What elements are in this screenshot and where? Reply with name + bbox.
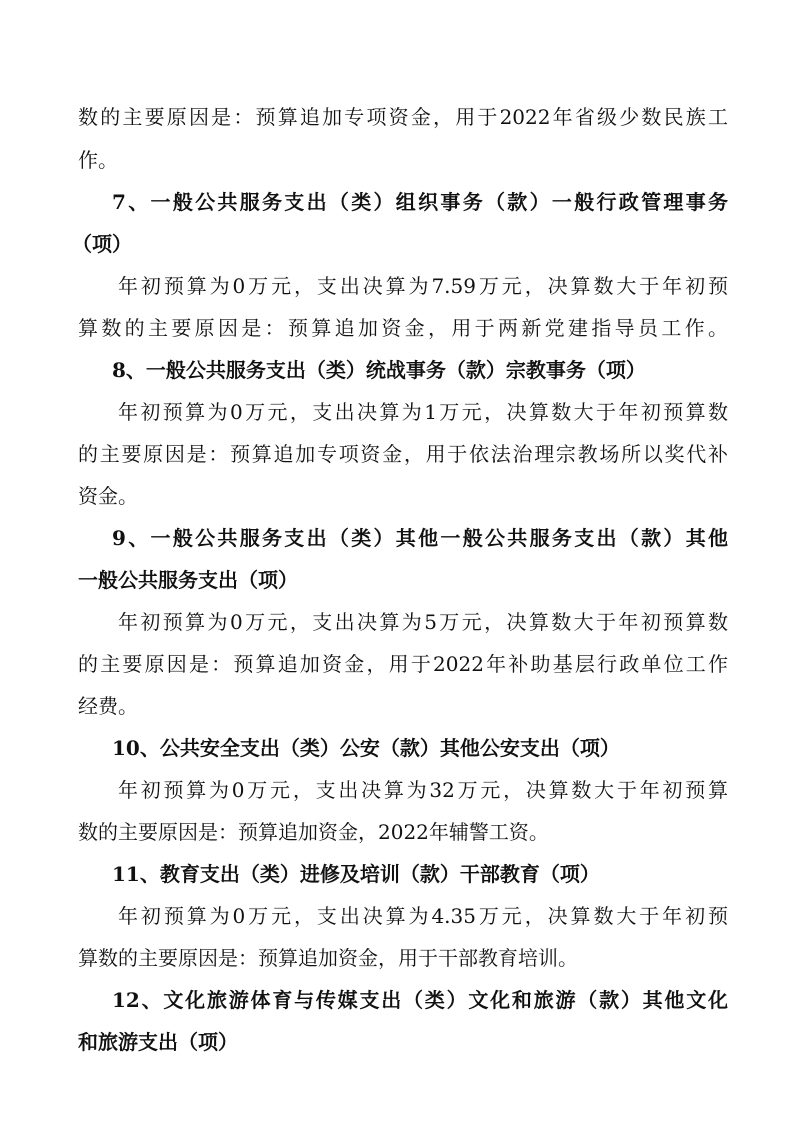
section-heading-7-cont: （项） bbox=[72, 232, 132, 256]
body-text-line: 数的主要原因是：预算追加专项资金，用于2022年省级少数民族工 bbox=[78, 105, 728, 129]
body-text-line: 年初预算为0万元，支出决算为5万元，决算数大于年初预算数 bbox=[118, 610, 728, 634]
body-text-line: 年初预算为0万元，支出决算为7.59万元，决算数大于年初预 bbox=[118, 274, 728, 298]
body-text-line: 作。 bbox=[78, 148, 118, 172]
body-text-line: 年初预算为0万元，支出决算为1万元，决算数大于年初预算数 bbox=[118, 400, 728, 424]
body-text-line: 年初预算为0万元，支出决算为4.35万元，决算数大于年初预 bbox=[118, 904, 728, 928]
section-heading-9: 9、一般公共服务支出（类）其他一般公共服务支出（款）其他 bbox=[112, 526, 728, 550]
section-heading-9-cont: 一般公共服务支出（项） bbox=[78, 568, 298, 592]
section-heading-8: 8、一般公共服务支出（类）统战事务（款）宗教事务（项） bbox=[112, 358, 646, 382]
body-text-line: 的主要原因是：预算追加资金，用于2022年补助基层行政单位工作 bbox=[78, 652, 728, 676]
body-text-line: 经费。 bbox=[78, 694, 138, 718]
body-text-line: 算数的主要原因是：预算追加资金，用于两新党建指导员工作。 bbox=[78, 316, 728, 340]
section-heading-12: 12、文化旅游体育与传媒支出（类）文化和旅游（款）其他文化 bbox=[112, 988, 728, 1012]
section-heading-12-cont: 和旅游支出（项） bbox=[78, 1030, 238, 1054]
section-heading-11: 11、教育支出（类）进修及培训（款）干部教育（项） bbox=[112, 862, 600, 886]
body-text-line: 年初预算为0万元，支出决算为32万元，决算数大于年初预算 bbox=[118, 778, 728, 802]
body-text-line: 数的主要原因是：预算追加资金，2022年辅警工资。 bbox=[78, 820, 549, 844]
body-text-line: 资金。 bbox=[78, 484, 138, 508]
section-heading-7: 7、一般公共服务支出（类）组织事务（款）一般行政管理事务 bbox=[112, 190, 728, 214]
body-text-line: 的主要原因是：预算追加专项资金，用于依法治理宗教场所以奖代补 bbox=[78, 442, 728, 466]
section-heading-10: 10、公共安全支出（类）公安（款）其他公安支出（项） bbox=[112, 736, 620, 760]
body-text-line: 算数的主要原因是：预算追加资金，用于干部教育培训。 bbox=[78, 946, 578, 970]
